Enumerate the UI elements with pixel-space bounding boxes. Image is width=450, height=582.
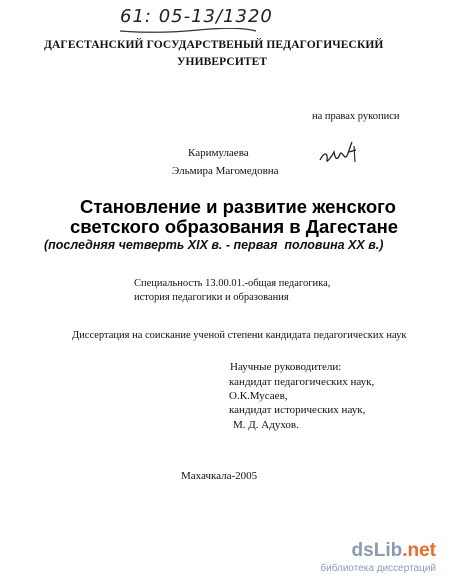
institution-name-line1: ДАГЕСТАНСКИЙ ГОСУДАРСТВЕНЫЙ ПЕДАГОГИЧЕСКИЙ (44, 39, 384, 51)
watermark-logo (352, 540, 436, 562)
author-signature (318, 138, 364, 168)
author-surname: Каримулаева (188, 147, 249, 159)
advisor-line: М. Д. Адухов. (233, 419, 299, 431)
advisor-line: О.К.Мусаев, (229, 390, 288, 402)
watermark-tagline: библиотека диссертаций (320, 563, 436, 574)
dissertation-title-line2: светского образования в Дагестане (70, 216, 399, 237)
advisor-line: кандидат исторических наук, (229, 404, 366, 416)
specialty-line1: Специальность 13.00.01.-общая педагогика, (134, 278, 331, 289)
archive-number-underline (118, 28, 258, 34)
specialty-line2: история педагогики и образования (134, 292, 289, 303)
dissertation-subtitle: (последняя четверть XIX в. - первая половина XX в.) (44, 238, 384, 252)
advisors-header: Научные руководители: (230, 361, 342, 373)
watermark-logo-part1: dsLib (351, 540, 403, 561)
watermark-logo-part2: .net (402, 540, 436, 561)
archive-number-text: 61: 05-13/1320 (120, 6, 273, 27)
author-given-names: Эльмира Магомедовна (172, 165, 279, 177)
degree-note: Диссертация на соискание ученой степени кандидата педагогических наук (72, 330, 407, 341)
institution-name-line2: УНИВЕРСИТЕТ (177, 56, 268, 68)
handwritten-archive-number (120, 6, 273, 27)
city-year: Махачкала-2005 (181, 470, 258, 482)
manuscript-rights-note: на правах рукописи (312, 111, 400, 122)
advisor-line: кандидат педагогических наук, (229, 376, 375, 388)
dissertation-title-line1: Становление и развитие женского (80, 196, 396, 217)
